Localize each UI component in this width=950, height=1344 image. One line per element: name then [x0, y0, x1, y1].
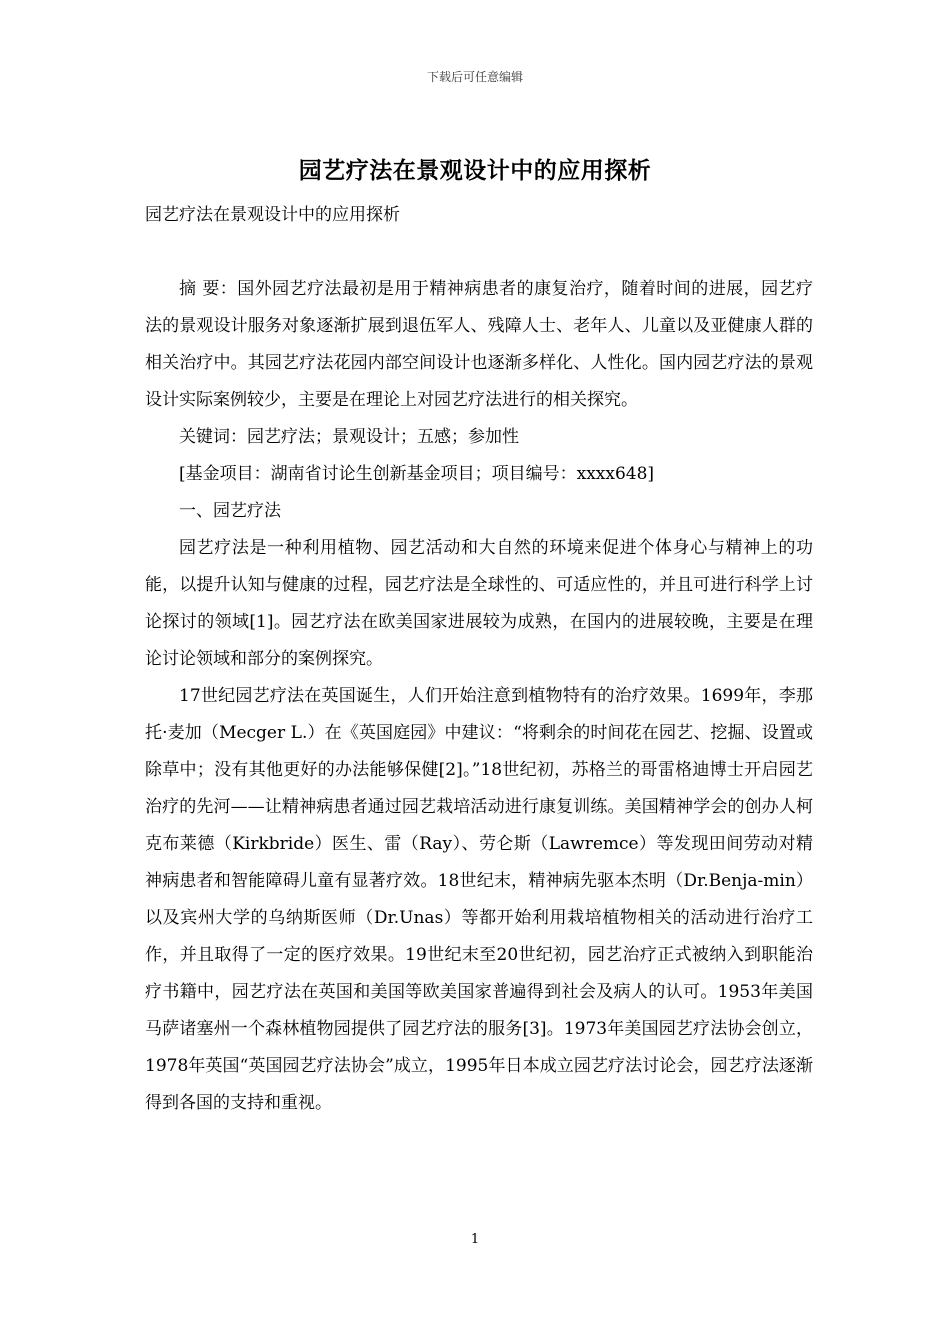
abstract-paragraph: 摘 要：国外园艺疗法最初是用于精神病患者的康复治疗，随着时间的进展，园艺疗法的景观设计服务对象逐渐扩展到退伍军人、残障人士、老年人、儿童以及亚健康人群的相关治疗中。其园艺疗法花园内部空间设计也逐渐多样化、人性化。国内园艺疗法的景观设计实际案例较少，主要是在理论上对园艺疗法进行的相关探究。 — [145, 279, 813, 410]
keywords-line: 关键词：园艺疗法；景观设计；五感；参加性 — [179, 427, 519, 447]
body-paragraph-1: 园艺疗法是一种利用植物、园艺活动和大自然的环境来促进个体身心与精神上的功能，以提升认知与健康的过程，园艺疗法是全球性的、可适应性的，并且可进行科学上讨论探讨的领域[1]。园艺疗法在欧美国家进展较为成熟，在国内的进展较晚，主要是在理论讨论领域和部分的案例探究。 — [145, 538, 813, 669]
document-title: 园艺疗法在景观设计中的应用探析 — [298, 157, 652, 184]
blank-line — [145, 234, 813, 271]
section-heading: 一、园艺疗法 — [179, 501, 281, 521]
body-paragraph-2: 17世纪园艺疗法在英国诞生，人们开始注意到植物特有的治疗效果。1699年，李那托·麦加（Mecger L.）在《英国庭园》中建议：“将剩余的时间花在园艺、挖掘、设置或除草中；没有其他更好的办法能够保健[2]。”18世纪初，苏格兰的哥雷格迪博士开启园艺治疗的先河——让精神病患者通过园艺栽培活动进行康复训练。美国精神学会的创办人柯克布莱德（Kirkbride）医生、雷（Ray）、劳仑斯（Lawremce）等发现田间劳动对精神病患者和智能障碍儿童有显著疗效。18世纪末，精神病先驱本杰明（Dr.Benja-min）以及宾州大学的乌纳斯医师（Dr.Unas）等都开始利用栽培植物相关的活动进行治疗工作，并且取得了一定的医疗效果。19世纪末至20世纪初，园艺治疗正式被纳入到职能治疗书籍中，园艺疗法在英国和美国等欧美国家普遍得到社会及病人的认可。1953年美国马萨诸塞州一个森林植物园提供了园艺疗法的服务[3]。1973年美国园艺疗法协会创立，1978年英国“英国园艺疗法协会”成立，1995年日本成立园艺疗法讨论会，园艺疗法逐渐得到各国的支持和重视。 — [145, 686, 813, 1113]
document-subtitle: 园艺疗法在景观设计中的应用探析 — [145, 205, 400, 225]
document-body — [145, 197, 813, 1122]
fund-line: [基金项目：湖南省讨论生创新基金项目；项目编号：xxxx648] — [179, 464, 655, 484]
header-note: 下载后可任意编辑 — [426, 70, 523, 84]
page-number: 1 — [470, 1232, 480, 1247]
